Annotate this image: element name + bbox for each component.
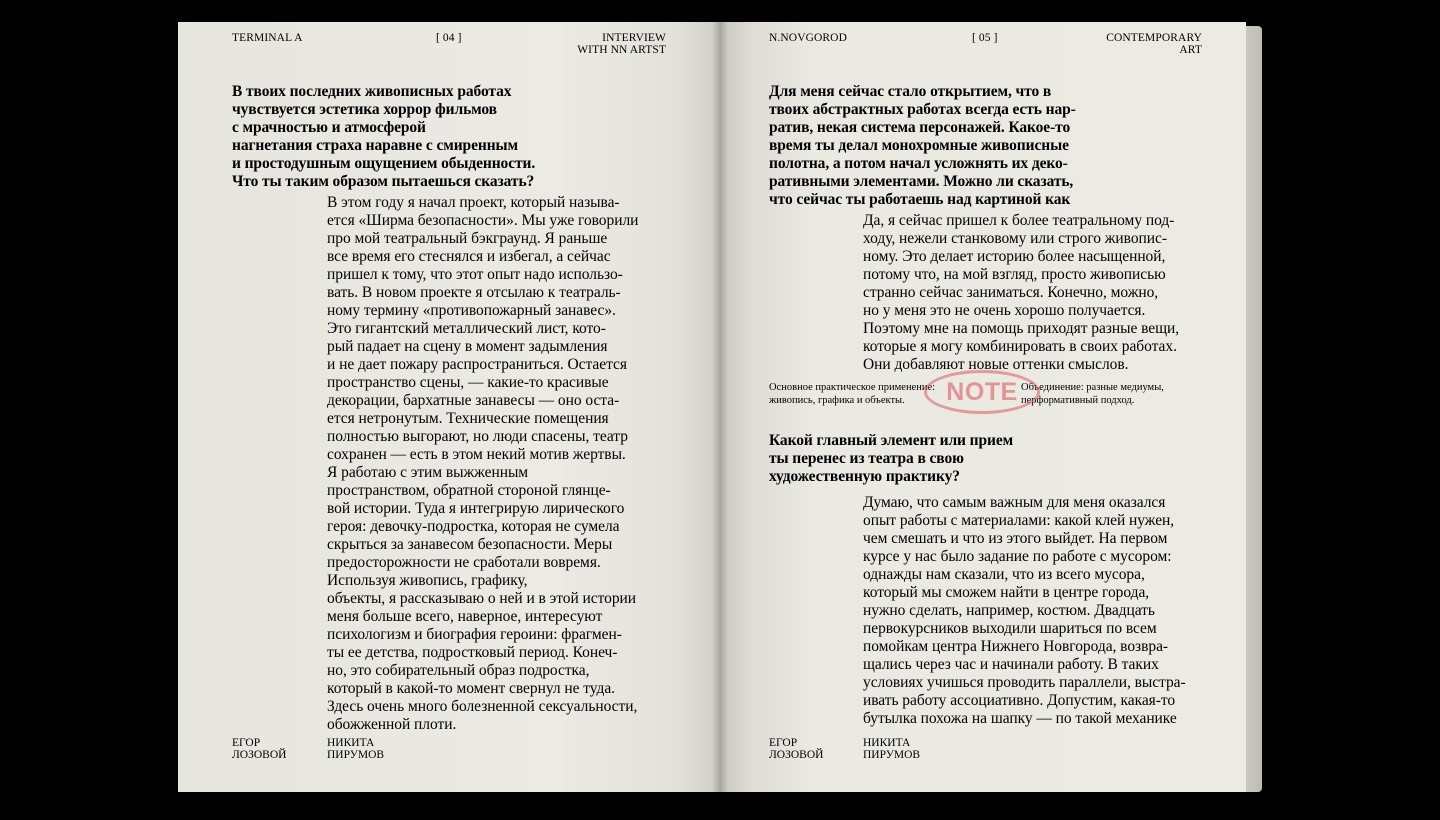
left-header-title: TERMINAL A: [232, 32, 303, 44]
note-practice: Основное практическое применение: живопись, графика и объекты.: [769, 382, 936, 406]
right-page-number: [ 05 ]: [972, 32, 998, 44]
left-question: В твоих последних живописных работах чувствуется эстетика хоррор фильмов с мрачностью и атмосферой нагнетания страха наравне с смиренным и простодушным ощущением обыденности. Что ты таким образом пытаешься сказать?: [232, 83, 536, 190]
left-footer-author-2: НИКИТА ПИРУМОВ: [327, 737, 385, 761]
right-footer-author-1: ЕГОР ЛОЗОВОЙ: [769, 737, 824, 761]
left-page-number: [ 04 ]: [436, 32, 462, 44]
right-answer-2: Думаю, что самым важным для меня оказался опыт работы с материалами: какой клей нужен, чем смешать и что из этого выйдет. На первом курсе у нас было задание по работе с мусором: однажды нам сказали, что из всего мусора, который мы сможем найти в центре города, нужно сделать, например, костюм. Двадцать первокурсников выходили шариться по всем помойкам центра Нижнего Новгорода, возвра- щались через час и начинали работу. В таких условиях учишься проводить параллели, выстра- ивать работу ассоциативно. Допустим, какая-то бутылка похожа на шапку — по такой механике: [863, 494, 1186, 727]
left-footer-author-1: ЕГОР ЛОЗОВОЙ: [232, 737, 287, 761]
right-footer-author-2: НИКИТА ПИРУМОВ: [863, 737, 921, 761]
note-union: Объединение: разные медиумы, перформативный подход.: [1021, 382, 1164, 406]
right-answer-1: Да, я сейчас пришел к более театральному под- ходу, нежели станковому или строго живопис- ному. Это делает историю более насыщенной, потому что, на мой взгляд, просто живописью странно сейчас заниматься. Конечно, можно, но у меня это не очень хорошо получается. Поэтому мне на помощь приходят разные вещи, которые я могу комбинировать в своих работах. Они добавляют новые оттенки смыслов.: [863, 212, 1180, 373]
note-stamp: NOTE: [924, 370, 1040, 414]
right-header-city: N.NOVGOROD: [769, 32, 847, 44]
right-question-1: Для меня сейчас стало открытием, что в твоих абстрактных работах всегда есть нар- ратив, некая система персонажей. Какое-то время ты делал монохромные живописные полотна, а потом начал усложнять их деко- ративными элементами. Можно ли сказать, что сейчас ты работаешь над картиной как: [769, 83, 1076, 208]
left-answer: В этом году я начал проект, который называ- ется «Ширма безопасности». Мы уже говорили про мой театральный бэкграунд. Я раньше все время его стеснялся и избегал, а сейчас пришел к тому, что этот опыт надо использо- вать. В новом проекте я отсылаю к театраль- ному термину «противопожарный занавес». Это гигантский металлический лист, кото- рый падает на сцену в момент задымления и не дает пожару распространиться. Остается пространство сцены, — какие-то красивые декорации, бархатные занавесы — оно оста- ется нетронутым. Технические помещения полностью выгорают, но люди спасены, театр сохранен — есть в этом некий мотив жертвы. Я работаю с этим выжженным пространством, обратной стороной глянце- вой истории. Туда я интегрирую лирического героя: девочку-подростка, которая не сумела скрыться за занавесом безопасности. Меры предосторожности не сработали вовремя. Используя живопись, графику, объекты, я рассказываю о ней и в этой истории меня больше всего, наверное, интересуют психологизм и биография героини: фрагмен- ты ее детства, подростковый период. Конеч- но, это собирательный образ подростка, который в какой-то момент свернул не туда. Здесь очень много болезненной сексуальности, обожженной плоти.: [327, 194, 639, 733]
right-header-section: CONTEMPORARY ART: [1106, 32, 1202, 56]
left-header-section: INTERVIEW WITH NN ARTST: [577, 32, 666, 56]
right-question-2: Какой главный элемент или прием ты перенес из театра в свою художественную практику?: [769, 432, 1014, 485]
